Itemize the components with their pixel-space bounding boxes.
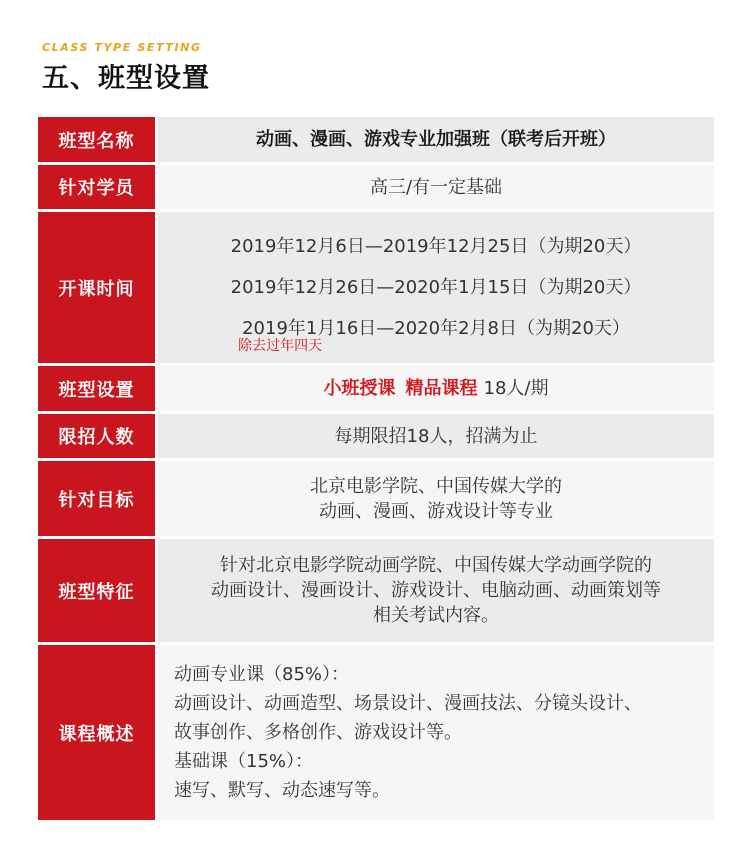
row-goal	[38, 461, 714, 536]
schedule-line: 2019年1月16日—2020年2月8日（为期20天）	[242, 318, 630, 339]
features-line: 针对北京电影学院动画学院、中国传媒大学动画学院的	[220, 555, 652, 576]
row-quota	[38, 414, 714, 458]
schedule-line-with-note	[238, 308, 630, 354]
row-value	[158, 165, 714, 209]
row-value	[158, 212, 714, 363]
row-value	[158, 645, 714, 820]
section-eyebrow: CLASS TYPE SETTING	[42, 41, 202, 54]
row-value	[158, 539, 714, 642]
row-label: 班型名称	[38, 117, 155, 162]
overview-line: 故事创作、多格创作、游戏设计等。	[174, 722, 462, 743]
row-label: 课程概述	[38, 645, 155, 820]
schedule-line: 2019年12月6日—2019年12月25日（为期20天）	[230, 236, 642, 257]
row-label: 针对目标	[38, 461, 155, 536]
overview-line: 基础课（15%）：	[174, 751, 314, 772]
overview-line: 动画设计、动画造型、场景设计、漫画技法、分镜头设计、	[174, 693, 642, 714]
schedule-line: 2019年12月26日—2020年1月15日（为期20天）	[230, 277, 642, 298]
row-target-students	[38, 165, 714, 209]
row-label: 针对学员	[38, 165, 155, 209]
row-features	[38, 539, 714, 642]
row-label: 班型设置	[38, 366, 155, 411]
target-students-text: 高三/有一定基础	[369, 176, 503, 198]
features-line: 相关考试内容。	[373, 605, 499, 626]
row-class-name	[38, 117, 714, 162]
section-title: 五、班型设置	[42, 63, 210, 94]
schedule-note: 除去过年四天	[238, 338, 323, 354]
row-value	[158, 117, 714, 162]
features-line: 动画设计、漫画设计、游戏设计、电脑动画、动画策划等	[211, 580, 661, 601]
row-value	[158, 461, 714, 536]
class-size-text: 18人/期	[483, 378, 549, 399]
row-overview	[38, 645, 714, 820]
quota-text: 每期限招18人，招满为止	[334, 425, 538, 447]
overview-line: 速写、默写、动态速写等。	[174, 780, 390, 801]
goal-line: 动画、漫画、游戏设计等专业	[319, 500, 553, 522]
row-value	[158, 366, 714, 411]
row-label: 开课时间	[38, 212, 155, 363]
row-label: 限招人数	[38, 414, 155, 458]
small-class-highlight: 小班授课	[323, 378, 396, 399]
row-schedule	[38, 212, 714, 363]
row-value	[158, 414, 714, 458]
class-setting-text	[324, 376, 549, 401]
class-settings-table	[38, 117, 714, 823]
row-label: 班型特征	[38, 539, 155, 642]
row-class-setting	[38, 366, 714, 411]
premium-course-highlight: 精品课程	[405, 378, 478, 399]
overview-line: 动画专业课（85%）：	[174, 664, 350, 685]
class-name-text: 动画、漫画、游戏专业加强班（联考后开班）	[256, 129, 616, 150]
goal-line: 北京电影学院、中国传媒大学的	[310, 475, 562, 497]
